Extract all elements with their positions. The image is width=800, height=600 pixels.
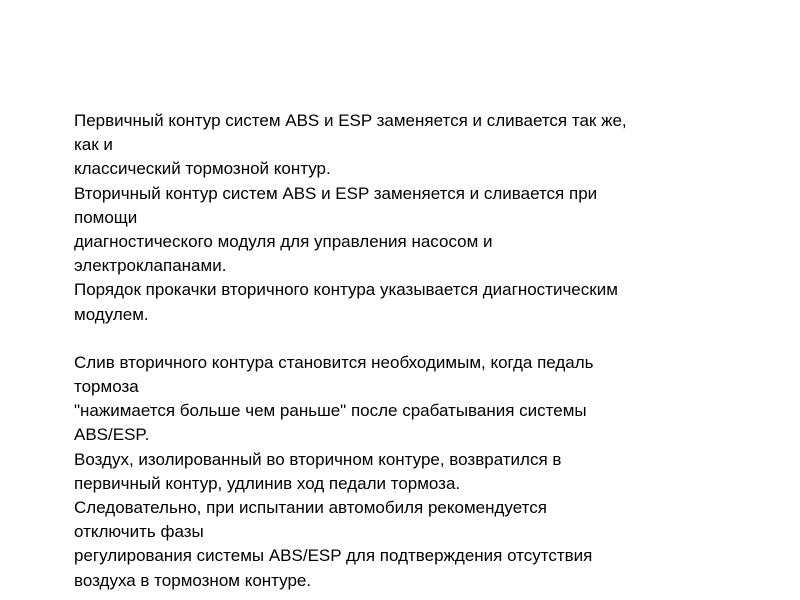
text-line: диагностического модуля для управления насосом и (74, 232, 493, 252)
text-line: Слив вторичного контура становится необходимым, когда педаль (74, 352, 594, 372)
document-body-text (74, 109, 774, 593)
text-line: Порядок прокачки вторичного контура указывается диагностическим (74, 280, 618, 300)
text-line: Вторичный контур систем ABS и ESP заменяется и сливается при (74, 183, 598, 203)
text-line: Следовательно, при испытании автомобиля рекомендуется (74, 498, 547, 518)
text-line: электроклапанами. (74, 256, 227, 276)
text-line: Первичный контур систем ABS и ESP заменяется и сливается так же, (74, 111, 627, 130)
text-line: Воздух, изолированный во вторичном контуре, возвратился в (74, 449, 562, 469)
text-line: тормоза (74, 377, 139, 397)
text-line: ABS/ESP. (74, 425, 150, 445)
text-line: отключить фазы (74, 522, 204, 542)
text-line: воздуха в тормозном контуре. (74, 570, 312, 590)
text-line: помощи (74, 207, 138, 227)
text-line: модулем. (74, 304, 149, 324)
blank-line (74, 327, 774, 351)
text-line: регулирования системы ABS/ESP для подтверждения отсутствия (74, 546, 593, 566)
text-line: первичный контур, удлинив ход педали тормоза. (74, 473, 461, 493)
text-line: классический тормозной контур. (74, 159, 331, 179)
text-line: "нажимается больше чем раньше" после срабатывания системы (74, 401, 587, 421)
text-line: как и (74, 135, 113, 155)
